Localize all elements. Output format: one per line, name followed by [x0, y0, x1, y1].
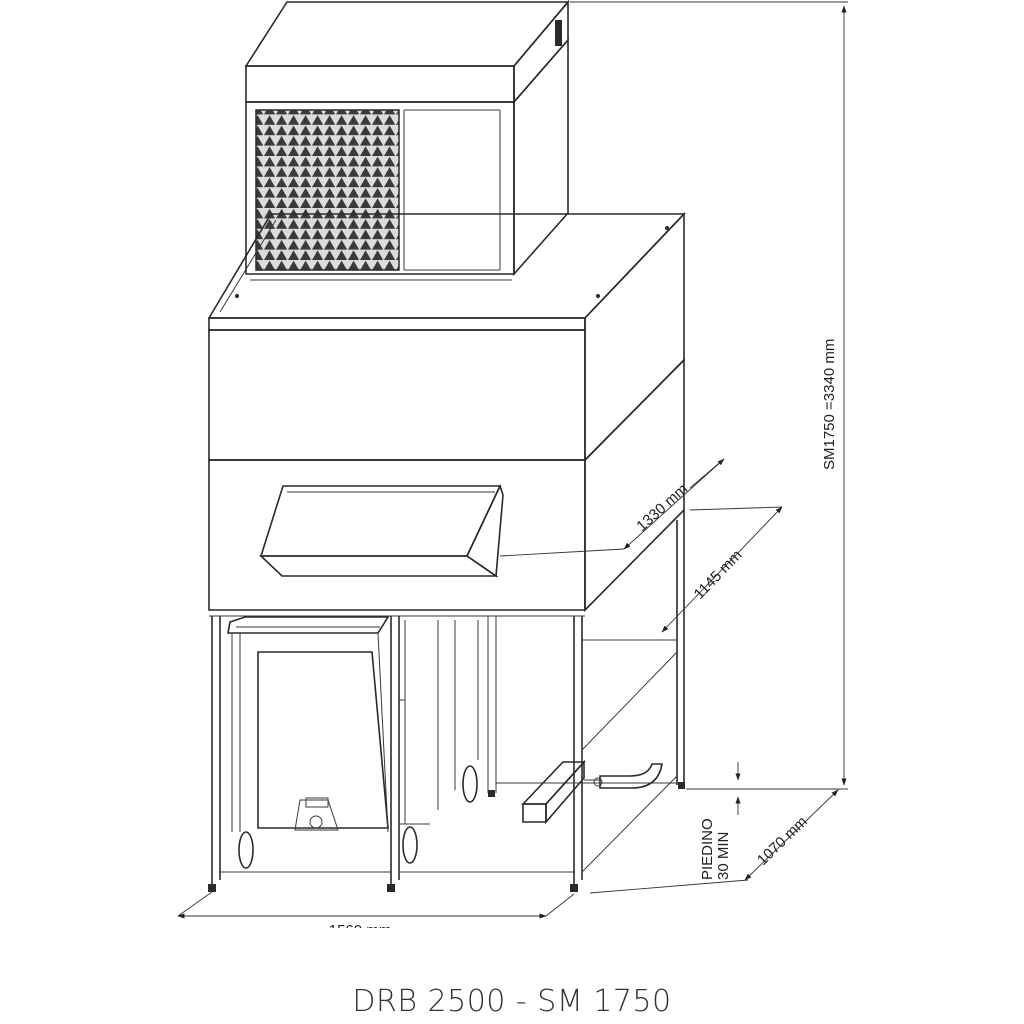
- condenser-grille: [256, 110, 399, 270]
- overall-height-label: SM1750 =3340 mm: [821, 338, 838, 470]
- support-stand: [208, 510, 685, 892]
- foot-label-line2: 30 MIN: [715, 831, 732, 880]
- model-title: DRB 2500 - SM 1750: [352, 984, 672, 1019]
- depth-lower-label: 1145 mm: [690, 546, 746, 603]
- vent-slot: [555, 20, 562, 46]
- ice-cart: [228, 617, 478, 868]
- depth-base-label: 1070 mm: [753, 813, 811, 869]
- ice-maker-unit: [246, 2, 568, 280]
- drain-tray: [523, 762, 662, 822]
- depth-upper-label: 1330 mm: [633, 480, 692, 535]
- foot-label-line1: PIEDINO: [699, 818, 716, 880]
